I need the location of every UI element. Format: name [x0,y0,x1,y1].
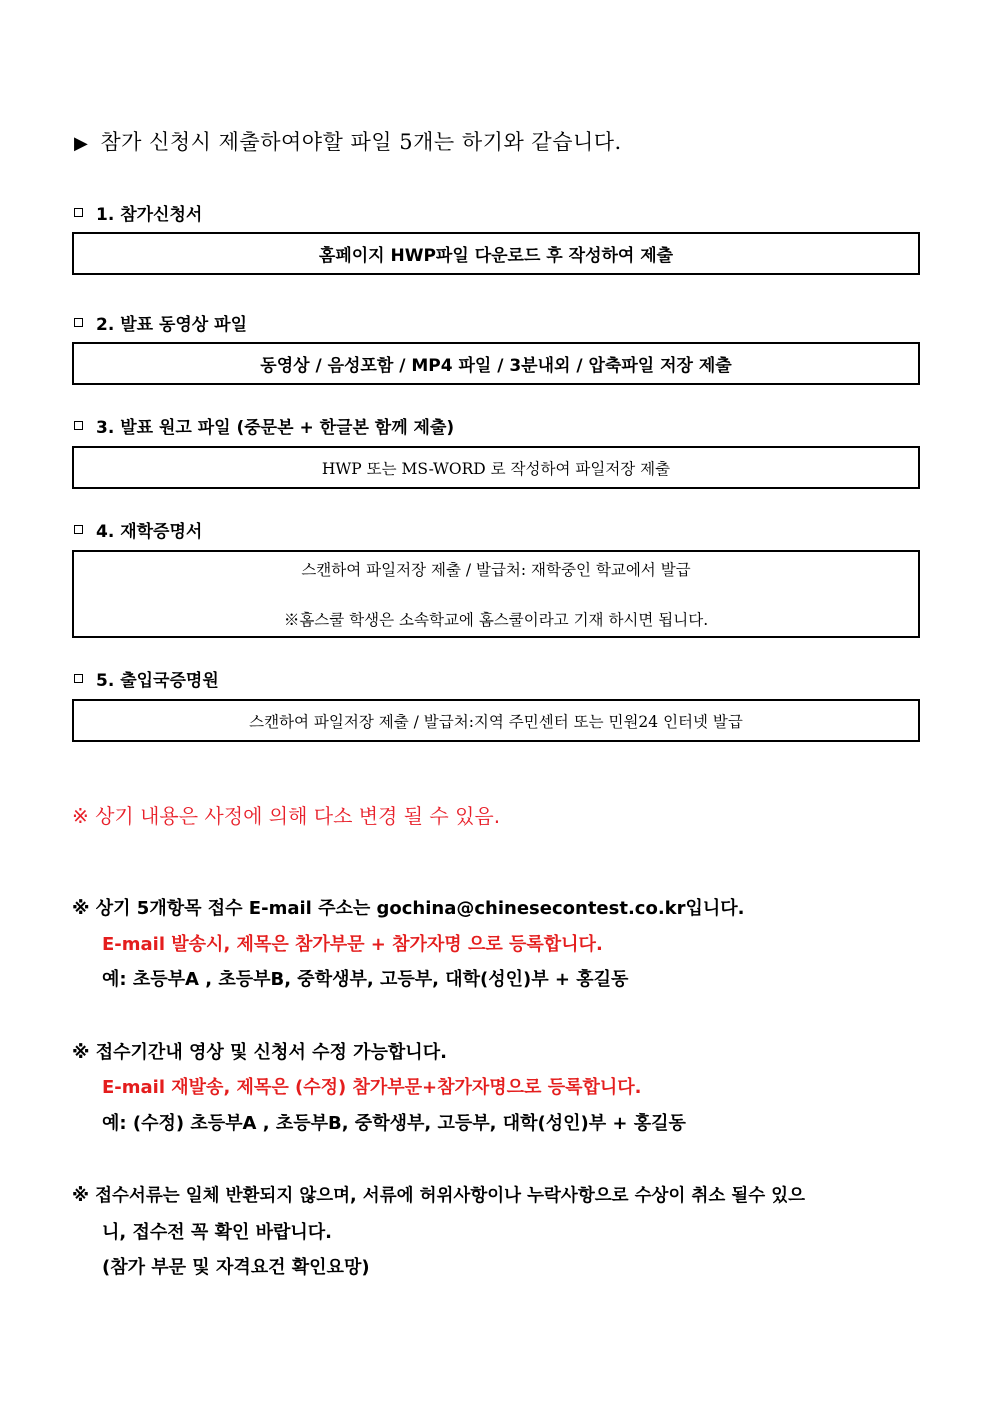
checkbox-square-icon [74,674,83,683]
email-subject-rule: E-mail 발송시, 제목은 참가부문 + 참가자명 으로 등록합니다. [102,934,603,955]
checkbox-square-icon [74,421,83,430]
section-5-box [72,699,920,742]
checkbox-square-icon [74,525,83,534]
section-3-heading [74,413,454,438]
section-4-heading-text: 4. 재학증명서 [96,522,203,542]
checkbox-square-icon [74,208,83,217]
email-subject-example: 예: 초등부A , 초등부B, 중학생부, 고등부, 대학(성인)부 + 홍길동 [102,969,629,990]
section-2-heading [74,310,247,335]
email-info-line: ※ 상기 5개항목 접수 E-mail 주소는 gochina@chinesecontest.co.kr입니다. [72,898,745,919]
section-5-heading [74,666,219,691]
section-5-line: 스캔하여 파일저장 제출 / 발급처:지역 주민센터 또는 민원24 인터넷 발급 [249,712,743,731]
section-4-line-1: 스캔하여 파일저장 제출 / 발급처: 재학중인 학교에서 발급 [301,561,691,579]
docs-warning-continued: 니, 접수전 꼭 확인 바랍니다. [102,1222,333,1243]
docs-eligibility-note: (참가 부문 및 자격요건 확인요망) [102,1257,370,1278]
page-title [74,126,622,156]
section-1-heading-text: 1. 참가신청서 [96,205,203,225]
section-4-line-2: ※홈스쿨 학생은 소속학교에 홈스쿨이라고 기재 하시면 됩니다. [283,611,709,629]
section-2-heading-text: 2. 발표 동영상 파일 [96,315,247,335]
checkbox-square-icon [74,318,83,327]
section-2-line: 동영상 / 음성포함 / MP4 파일 / 3분내외 / 압축파일 저장 제출 [260,356,732,376]
section-3-line: HWP 또는 MS-WORD 로 작성하여 파일저장 제출 [321,459,671,478]
section-4-box [72,550,920,638]
section-2-box [72,342,920,385]
resend-subject-rule: E-mail 재발송, 제목은 (수정) 참가부문+참가자명으로 등록합니다. [102,1077,642,1098]
arrow-right-icon: ▶ [74,133,89,154]
edit-info-line: ※ 접수기간내 영상 및 신청서 수정 가능합니다. [72,1042,447,1063]
section-1-line: 홈페이지 HWP파일 다운로드 후 작성하여 제출 [318,246,674,266]
section-3-box [72,446,920,489]
change-notice: ※ 상기 내용은 사정에 의해 다소 변경 될 수 있음. [72,804,501,828]
section-5-heading-text: 5. 출입국증명원 [96,671,219,691]
section-3-heading-text: 3. 발표 원고 파일 (중문본 + 한글본 함께 제출) [96,418,455,438]
section-1-heading [74,200,202,225]
page-title-text: 참가 신청시 제출하여야할 파일 5개는 하기와 같습니다. [100,130,622,154]
resend-subject-example: 예: (수정) 초등부A , 초등부B, 중학생부, 고등부, 대학(성인)부 + 홍길동 [102,1113,686,1134]
docs-warning-line: ※ 접수서류는 일체 반환되지 않으며, 서류에 허위사항이나 누락사항으로 수상이 취소 될수 있으 [72,1186,806,1206]
section-4-heading [74,517,202,542]
section-1-box [72,232,920,275]
